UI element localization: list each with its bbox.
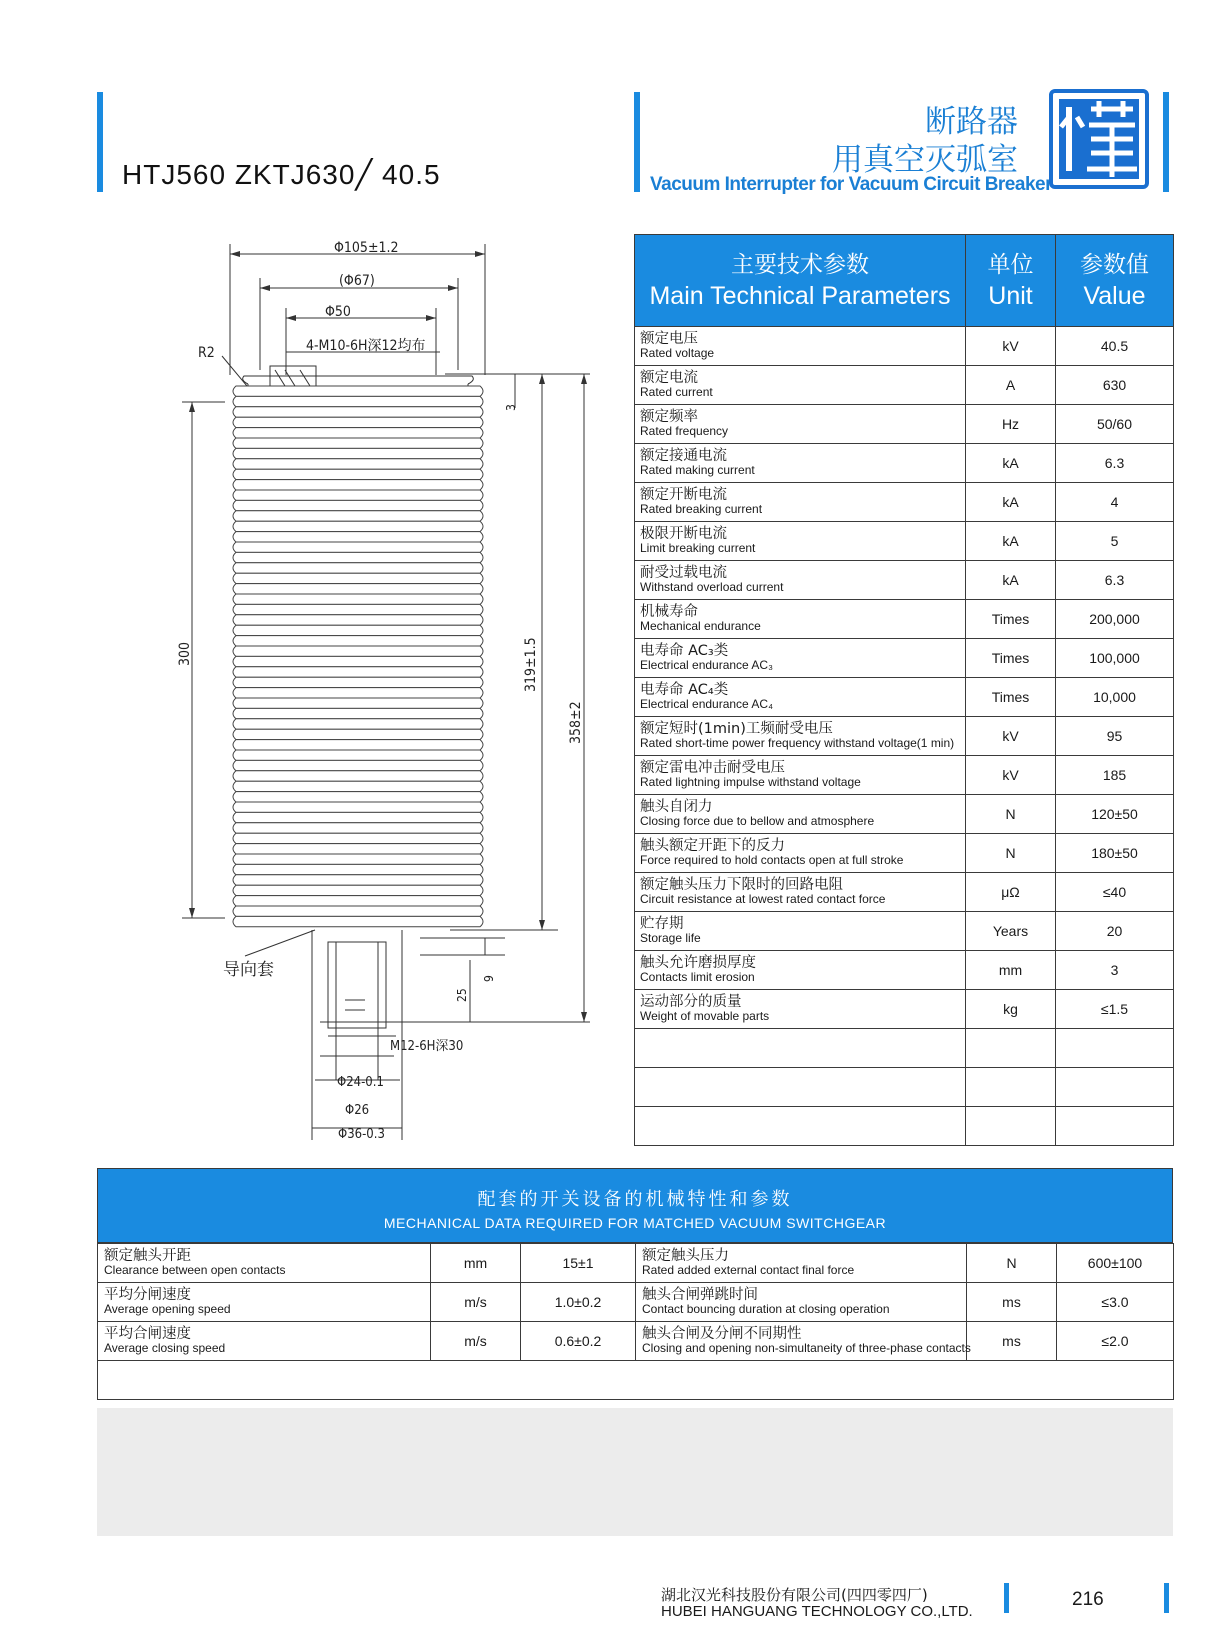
parameters-header	[635, 235, 1174, 327]
bellow-ridge	[233, 521, 483, 531]
footer-divider-left	[1004, 1583, 1009, 1613]
empty-row	[635, 1068, 1174, 1107]
param-name-en: Force required to hold contacts open at full stroke	[640, 853, 904, 867]
bellow-ridge	[233, 615, 483, 625]
param-name-cell	[635, 834, 966, 873]
param-name-cn: 贮存期	[640, 916, 684, 932]
thread-note: 4-M10-6H深12均布	[306, 338, 426, 354]
table-row	[635, 873, 1174, 912]
bellow-ridge	[233, 708, 483, 718]
bellow-ridge	[233, 750, 483, 760]
mech-left-unit: m/s	[431, 1283, 521, 1322]
mech-left-name-cell	[98, 1283, 431, 1322]
param-name-en: Rated short-time power frequency withstand voltage(1 min)	[640, 736, 955, 750]
bellow-ridge	[233, 688, 483, 698]
bellow-ridge	[233, 781, 483, 791]
param-unit: mm	[966, 951, 1056, 990]
param-value: 630	[1056, 366, 1174, 405]
table-row	[635, 912, 1174, 951]
mech-left-unit: m/s	[431, 1322, 521, 1361]
param-name-en: Rated making current	[640, 463, 755, 477]
table-row	[635, 405, 1174, 444]
param-value: 10,000	[1056, 678, 1174, 717]
header-name-cell	[635, 235, 966, 327]
param-name-cell	[635, 600, 966, 639]
empty-cell	[966, 1068, 1056, 1107]
mech-left-name-en: Clearance between open contacts	[104, 1263, 286, 1277]
param-name-cn: 额定频率	[640, 409, 698, 425]
model-number: HTJ560 ZKTJ630╱ 40.5	[122, 159, 441, 190]
bellow-ridge	[233, 719, 483, 729]
param-name-cell	[635, 483, 966, 522]
param-unit: kV	[966, 756, 1056, 795]
bellow-ridge	[233, 428, 483, 438]
empty-cell	[635, 1068, 966, 1107]
title-en: Vacuum Interrupter for Vacuum Circuit Breaker	[650, 174, 1052, 195]
param-unit: kA	[966, 522, 1056, 561]
table-row	[635, 639, 1174, 678]
param-name-en: Rated breaking current	[640, 502, 763, 516]
mech-right-name-cn: 额定触头压力	[642, 1248, 729, 1264]
param-name-cell	[635, 327, 966, 366]
empty-row	[635, 1029, 1174, 1068]
param-value: 3	[1056, 951, 1174, 990]
bellow-ridge	[233, 573, 483, 583]
bellow-ridge	[233, 386, 483, 396]
dim-9: 9	[482, 975, 496, 982]
bellow-ridge	[233, 480, 483, 490]
param-name-cn: 额定开断电流	[640, 487, 727, 503]
thread-bottom: M12-6H深30	[390, 1039, 464, 1054]
mech-left-value: 15±1	[521, 1244, 636, 1283]
footer-divider-right	[1164, 1583, 1169, 1613]
table-row	[635, 600, 1174, 639]
header-value-cell	[1056, 235, 1174, 327]
param-unit: μΩ	[966, 873, 1056, 912]
bellow-ridge	[233, 636, 483, 646]
dim-26: Φ26	[345, 1103, 370, 1118]
bellow-ridge	[233, 407, 483, 417]
mech-left-name-en: Average opening speed	[104, 1302, 231, 1316]
company-name-en: HUBEI HANGUANG TECHNOLOGY CO.,LTD.	[661, 1603, 973, 1620]
param-name-en: Mechanical endurance	[640, 619, 761, 633]
mechanical-body	[98, 1244, 1174, 1400]
bellow-ridge	[233, 594, 483, 604]
param-name-cn: 触头自闭力	[640, 799, 713, 815]
param-value: ≤1.5	[1056, 990, 1174, 1029]
header-name-cn: 主要技术参数	[731, 251, 869, 278]
bellow-ridge	[233, 802, 483, 812]
mech-right-unit: N	[967, 1244, 1057, 1283]
dim-3: 3	[504, 404, 518, 411]
param-unit: kV	[966, 717, 1056, 756]
bellow-ridge	[233, 906, 483, 916]
param-name-en: Electrical endurance AC₃	[640, 658, 773, 672]
bellow-ridge	[233, 604, 483, 614]
param-name-cn: 额定雷电冲击耐受电压	[640, 760, 785, 776]
param-unit: kA	[966, 444, 1056, 483]
company-name-cn: 湖北汉光科技股份有限公司(四四零四厂)	[661, 1586, 928, 1604]
param-name-cn: 额定电压	[640, 331, 698, 347]
bellow-ridge	[233, 844, 483, 854]
empty-cell	[966, 1107, 1056, 1146]
header-unit-cell	[966, 235, 1056, 327]
param-name-cell	[635, 639, 966, 678]
dim-24: Φ24-0.1	[337, 1075, 384, 1090]
empty-cell	[1056, 1029, 1174, 1068]
grey-panel	[97, 1408, 1173, 1536]
bellow-ridge	[233, 760, 483, 770]
param-name-cell	[635, 951, 966, 990]
guide-sleeve-label: 导向套	[223, 960, 274, 980]
dim-300: 300	[177, 641, 193, 666]
table-row	[635, 990, 1174, 1029]
mid-header-bar	[634, 92, 640, 192]
param-name-cn: 电寿命 AC₃类	[640, 643, 729, 659]
param-name-cell	[635, 795, 966, 834]
bellow-ridge	[233, 552, 483, 562]
param-name-en: Rated frequency	[640, 424, 729, 438]
param-name-cell	[635, 756, 966, 795]
bellow-ridge	[233, 396, 483, 406]
table-row	[98, 1283, 1174, 1322]
mech-right-value: ≤3.0	[1057, 1283, 1174, 1322]
table-row	[635, 795, 1174, 834]
param-value: 5	[1056, 522, 1174, 561]
r2-label: R2	[198, 345, 215, 361]
table-row	[635, 561, 1174, 600]
param-name-cell	[635, 678, 966, 717]
bellow-ridge	[233, 740, 483, 750]
bellow-ridge	[233, 812, 483, 822]
bellow-ridge	[233, 823, 483, 833]
param-name-cn: 额定触头压力下限时的回路电阻	[640, 877, 843, 893]
param-name-en: Contacts limit erosion	[640, 970, 755, 984]
mech-left-name-cn: 额定触头开距	[104, 1248, 191, 1264]
param-name-en: Closing force due to bellow and atmosphere	[640, 814, 875, 828]
param-value: 20	[1056, 912, 1174, 951]
header-unit-cn: 单位	[987, 251, 1034, 278]
header-value-cn: 参数值	[1080, 251, 1149, 278]
param-value: 50/60	[1056, 405, 1174, 444]
param-name-en: Electrical endurance AC₄	[640, 697, 773, 711]
table-row	[98, 1322, 1174, 1361]
empty-cell	[1056, 1107, 1174, 1146]
table-row	[635, 717, 1174, 756]
mech-left-name-cell	[98, 1322, 431, 1361]
param-unit: Years	[966, 912, 1056, 951]
technical-drawing	[170, 238, 610, 1158]
param-name-cn: 耐受过载电流	[640, 565, 727, 581]
table-row	[635, 327, 1174, 366]
bellow-ridge	[233, 646, 483, 656]
mech-right-value: 600±100	[1057, 1244, 1174, 1283]
dim-outer-dia: Φ105±1.2	[334, 240, 399, 256]
param-value: ≤40	[1056, 873, 1174, 912]
bellow-ridge	[233, 417, 483, 427]
mech-right-name-en: Rated added external contact final force	[642, 1263, 855, 1277]
param-value: 185	[1056, 756, 1174, 795]
bellow-ridge	[233, 667, 483, 677]
table-row	[635, 444, 1174, 483]
param-unit: kA	[966, 561, 1056, 600]
empty-cell	[635, 1107, 966, 1146]
mech-left-name-cn: 平均分闸速度	[104, 1287, 191, 1303]
param-name-cn: 触头额定开距下的反力	[640, 838, 785, 854]
param-name-cell	[635, 873, 966, 912]
mech-right-name-en: Closing and opening non-simultaneity of three-phase contacts	[642, 1341, 971, 1355]
dim-67: (Φ67)	[339, 273, 375, 289]
right-header-bar	[1163, 92, 1169, 192]
mech-right-name-cell	[636, 1244, 967, 1283]
bellow-ridge	[233, 563, 483, 573]
bellow-ridge	[233, 729, 483, 739]
bellow-ridge	[233, 854, 483, 864]
param-value: 4	[1056, 483, 1174, 522]
bellow-ridge	[233, 469, 483, 479]
mech-right-name-cell	[636, 1322, 971, 1361]
empty-cell	[635, 1029, 966, 1068]
param-name-cell	[635, 444, 966, 483]
param-unit: Hz	[966, 405, 1056, 444]
mechanical-title-en: MECHANICAL DATA REQUIRED FOR MATCHED VACUUM SWITCHGEAR	[383, 1215, 887, 1231]
param-name-en: Rated lightning impulse withstand voltage	[640, 775, 861, 789]
bellow-ridge	[233, 459, 483, 469]
bellow-ridge	[233, 490, 483, 500]
title-cn-line1: 断路器	[925, 104, 1018, 140]
param-name-en: Limit breaking current	[640, 541, 756, 555]
empty-row	[98, 1361, 1174, 1400]
mechanical-table	[97, 1243, 1174, 1400]
param-value: 6.3	[1056, 444, 1174, 483]
bellow-ridge	[233, 448, 483, 458]
param-name-cell	[635, 990, 966, 1029]
mech-right-value: ≤2.0	[1057, 1322, 1174, 1361]
mech-right-name-en: Contact bouncing duration at closing operation	[642, 1302, 890, 1316]
mech-right-name-cell	[636, 1283, 967, 1322]
parameters-body	[635, 327, 1174, 1146]
param-value: 120±50	[1056, 795, 1174, 834]
bellow-ridge	[233, 916, 483, 926]
bellow-ridge	[233, 896, 483, 906]
bellow-ridge	[233, 656, 483, 666]
dim-358: 358±2	[568, 701, 584, 744]
dim-50: Φ50	[325, 304, 351, 320]
mech-right-name-cn: 触头合闸及分闸不同期性	[642, 1326, 802, 1342]
table-row	[635, 522, 1174, 561]
bellow-ridge	[233, 625, 483, 635]
bellow-ridge	[233, 438, 483, 448]
mech-left-value: 1.0±0.2	[521, 1283, 636, 1322]
bellow-ridge	[233, 864, 483, 874]
param-unit: N	[966, 795, 1056, 834]
param-name-en: Storage life	[640, 931, 701, 945]
empty-cell	[1056, 1068, 1174, 1107]
mech-left-name-en: Average closing speed	[104, 1341, 226, 1355]
table-row	[635, 834, 1174, 873]
bellow-ridge	[233, 677, 483, 687]
mech-right-name-cn: 触头合闸弹跳时间	[642, 1287, 758, 1303]
mechanical-title-cn: 配套的开关设备的机械特性和参数	[477, 1189, 793, 1210]
param-name-en: Circuit resistance at lowest rated contact force	[640, 892, 886, 906]
param-unit: N	[966, 834, 1056, 873]
header-name-en: Main Technical Parameters	[649, 281, 951, 310]
bellow-ridge	[233, 833, 483, 843]
param-name-cn: 额定接通电流	[640, 448, 727, 464]
header-value-en: Value	[1083, 281, 1146, 310]
param-value: 95	[1056, 717, 1174, 756]
param-name-en: Rated voltage	[640, 346, 715, 360]
param-unit: Times	[966, 678, 1056, 717]
param-name-en: Rated current	[640, 385, 713, 399]
bellow-ridge	[233, 500, 483, 510]
mech-right-unit: ms	[967, 1283, 1057, 1322]
mech-left-name-cell	[98, 1244, 431, 1283]
param-value: 200,000	[1056, 600, 1174, 639]
bellow-ridge	[233, 875, 483, 885]
param-name-cn: 额定电流	[640, 370, 698, 386]
param-name-cell	[635, 366, 966, 405]
param-value: 6.3	[1056, 561, 1174, 600]
bellow-ridge	[233, 532, 483, 542]
mech-left-unit: mm	[431, 1244, 521, 1283]
left-header-bar	[97, 92, 103, 192]
mech-left-name-cn: 平均合闸速度	[104, 1326, 191, 1342]
param-unit: kA	[966, 483, 1056, 522]
empty-cell	[966, 1029, 1056, 1068]
param-name-cn: 运动部分的质量	[640, 994, 742, 1010]
bellow-ridge	[233, 771, 483, 781]
param-name-cell	[635, 561, 966, 600]
param-name-cell	[635, 912, 966, 951]
table-row	[98, 1244, 1174, 1283]
table-row	[635, 483, 1174, 522]
empty-cell	[98, 1361, 1174, 1400]
param-name-cell	[635, 405, 966, 444]
param-name-cell	[635, 717, 966, 756]
param-name-cn: 额定短时(1min)工频耐受电压	[640, 721, 833, 737]
parameters-table	[634, 234, 1174, 1146]
param-name-cn: 触头允许磨损厚度	[640, 955, 756, 971]
param-value: 100,000	[1056, 639, 1174, 678]
mechanical-header	[97, 1168, 1173, 1243]
bellow-ridge	[233, 542, 483, 552]
param-name-cn: 电寿命 AC₄类	[640, 682, 729, 698]
param-unit: Times	[966, 639, 1056, 678]
bellow-ridge	[233, 885, 483, 895]
dim-36: Φ36-0.3	[338, 1127, 385, 1142]
table-row	[635, 951, 1174, 990]
dim-319: 319±1.5	[523, 637, 539, 692]
param-value: 180±50	[1056, 834, 1174, 873]
param-name-cell	[635, 522, 966, 561]
param-name-cn: 机械寿命	[640, 604, 698, 620]
brand-logo-icon	[1047, 87, 1151, 191]
table-row	[635, 756, 1174, 795]
title-cn-line2: 用真空灭弧室	[832, 142, 1018, 178]
param-unit: Times	[966, 600, 1056, 639]
header-unit-en: Unit	[988, 281, 1033, 310]
bellow-ridge	[233, 792, 483, 802]
empty-row	[635, 1107, 1174, 1146]
param-unit: A	[966, 366, 1056, 405]
table-row	[635, 678, 1174, 717]
param-name-en: Withstand overload current	[640, 580, 784, 594]
mech-left-value: 0.6±0.2	[521, 1322, 636, 1361]
param-unit: kg	[966, 990, 1056, 1029]
dim-25: 25	[455, 988, 469, 1002]
param-name-cn: 极限开断电流	[640, 526, 727, 542]
param-unit: kV	[966, 327, 1056, 366]
param-name-en: Weight of movable parts	[640, 1009, 770, 1023]
bellow-ridge	[233, 511, 483, 521]
bellow-ridge	[233, 698, 483, 708]
mech-right-unit: ms	[967, 1322, 1057, 1361]
bellow-ridge	[233, 584, 483, 594]
param-value: 40.5	[1056, 327, 1174, 366]
table-row	[635, 366, 1174, 405]
page-number: 216	[1072, 1589, 1104, 1610]
